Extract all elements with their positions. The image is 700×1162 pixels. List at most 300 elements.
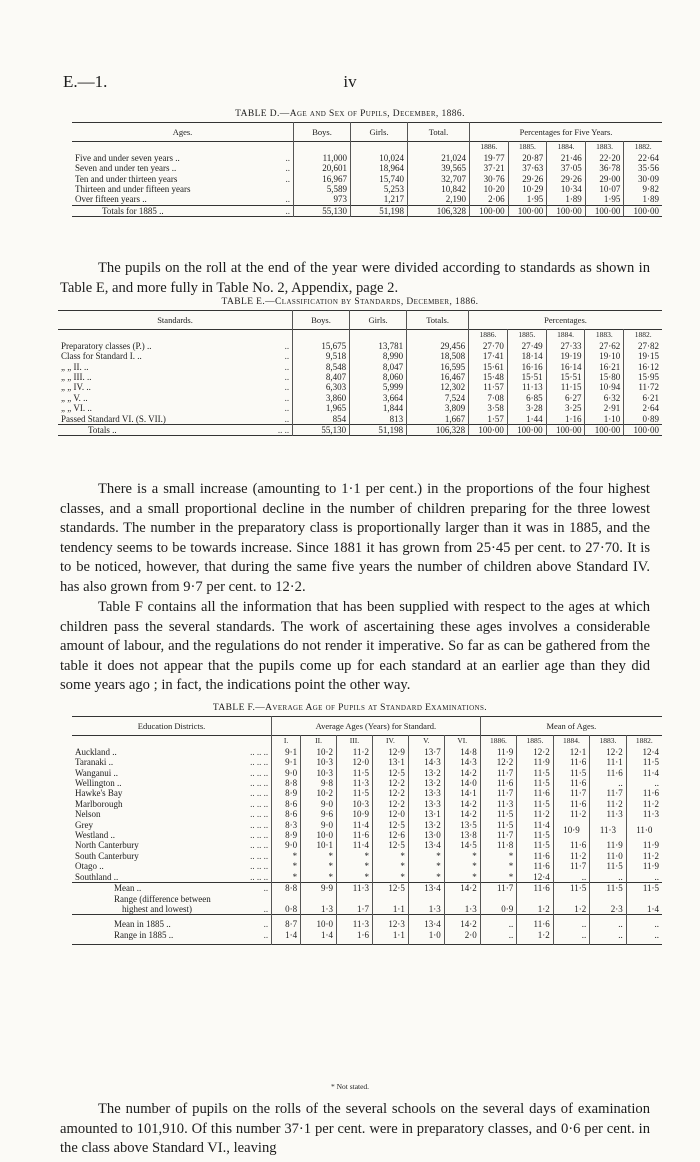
percentage-value: 17·41 bbox=[469, 351, 508, 361]
mean-age-value: 12·4 bbox=[517, 872, 554, 883]
stat-value: 1·0 bbox=[408, 930, 444, 945]
girls-value: 3,664 bbox=[350, 393, 407, 403]
percentage-value: 27·70 bbox=[469, 341, 508, 351]
stat-label: Mean .. bbox=[114, 883, 142, 894]
avg-age-value: 14·2 bbox=[444, 768, 480, 778]
page-number: iv bbox=[343, 72, 357, 91]
district-name: South Canterbury bbox=[75, 850, 139, 861]
stat-value: 11·3 bbox=[337, 915, 373, 930]
row-dots: .. .. .. bbox=[250, 871, 269, 882]
year-label: 1886. bbox=[480, 736, 517, 747]
mean-age-value: 11·7 bbox=[553, 861, 590, 871]
row-label: Over fifteen years .. bbox=[75, 194, 147, 205]
stat-value: .. bbox=[480, 930, 517, 945]
avg-age-value: 12·5 bbox=[372, 820, 408, 830]
avg-age-value: 10·2 bbox=[301, 747, 337, 757]
row-dots: .. .. .. bbox=[250, 861, 269, 872]
col-boys: Boys. bbox=[293, 311, 350, 330]
percentage-value: 2·64 bbox=[624, 403, 662, 413]
percentage-value: 3·25 bbox=[546, 403, 585, 413]
mean-1885-row bbox=[72, 915, 662, 930]
total-value: 16,467 bbox=[407, 372, 469, 382]
district-row bbox=[72, 820, 662, 830]
avg-age-value: 12·2 bbox=[372, 799, 408, 809]
stat-value: .. bbox=[480, 915, 517, 930]
stat-value: 11·5 bbox=[590, 883, 627, 894]
avg-age-value: * bbox=[337, 861, 373, 871]
percentage-value: 29·26 bbox=[508, 174, 547, 184]
row-dots: .. .. .. bbox=[250, 850, 269, 861]
percentage-value: 19·19 bbox=[546, 351, 585, 361]
avg-age-value: * bbox=[337, 851, 373, 861]
mean-age-value: 11·6 bbox=[590, 768, 627, 778]
district-row bbox=[72, 872, 662, 883]
mean-age-value: 11·5 bbox=[517, 768, 554, 778]
row-dots: .. .. .. bbox=[250, 767, 269, 778]
blank-cell bbox=[260, 330, 292, 341]
mean-age-value: * bbox=[480, 861, 517, 871]
standard-label: I. bbox=[272, 736, 301, 747]
stat-value: .. bbox=[590, 915, 627, 930]
stat-value: 10·0 bbox=[301, 915, 337, 930]
col-percentages: Percentages for Five Years. bbox=[470, 123, 662, 142]
avg-age-value: 9·8 bbox=[301, 778, 337, 788]
avg-age-value: 14·2 bbox=[444, 799, 480, 809]
year-label: 1885. bbox=[517, 736, 554, 747]
mean-age-value: .. bbox=[626, 778, 662, 788]
district-name: Otago .. bbox=[75, 861, 104, 872]
row-label: Five and under seven years .. bbox=[75, 152, 180, 163]
percentage-value: 15·80 bbox=[585, 372, 624, 382]
percentage-value: 16·14 bbox=[546, 362, 585, 372]
avg-age-value: 12·5 bbox=[372, 768, 408, 778]
range-1885-row bbox=[72, 930, 662, 945]
district-row bbox=[72, 778, 662, 788]
blank-cell bbox=[407, 330, 469, 341]
stat-value: 1·3 bbox=[301, 894, 337, 915]
percentage-value: 27·49 bbox=[507, 341, 546, 351]
avg-age-value: 11·2 bbox=[337, 747, 373, 757]
row-dots: .. bbox=[263, 883, 269, 894]
row-dots bbox=[275, 184, 293, 194]
avg-age-value: * bbox=[372, 861, 408, 871]
mean-age-value: .. bbox=[626, 872, 662, 883]
table-d bbox=[72, 122, 662, 217]
row-dots: .. .. bbox=[277, 425, 290, 436]
percentage-total: 100·00 bbox=[585, 425, 624, 436]
mean-age-value: .. bbox=[590, 872, 627, 883]
row-dots: .. .. .. bbox=[250, 778, 269, 789]
row-dots: .. bbox=[284, 392, 290, 403]
year-header-row bbox=[58, 330, 662, 341]
mean-age-value: 11·9 bbox=[626, 840, 662, 850]
percentage-value: 10·29 bbox=[508, 184, 547, 194]
year-label: 1885. bbox=[507, 330, 546, 341]
percentage-total: 100·00 bbox=[469, 425, 508, 436]
mean-age-merged: 10·9 bbox=[553, 820, 590, 841]
mean-age-value: 11·5 bbox=[480, 820, 517, 830]
row-label: Ten and under thirteen years bbox=[75, 173, 178, 184]
percentage-value: 10·34 bbox=[547, 184, 586, 194]
stat-value: 2·3 bbox=[590, 894, 627, 915]
stat-value: .. bbox=[590, 930, 627, 945]
avg-age-value: 10·9 bbox=[337, 809, 373, 819]
avg-age-value: 14·3 bbox=[408, 757, 444, 767]
mean-age-value: 11·2 bbox=[553, 809, 590, 819]
stat-label: Range in 1885 .. bbox=[114, 929, 174, 940]
total-value: 12,302 bbox=[407, 382, 469, 392]
mean-row bbox=[72, 883, 662, 894]
boys-value: 5,589 bbox=[294, 184, 351, 194]
year-label: 1883. bbox=[585, 330, 624, 341]
col-mean-of-ages: Mean of Ages. bbox=[480, 717, 662, 736]
row-dots: .. bbox=[285, 194, 291, 205]
percentage-value: 6·32 bbox=[585, 393, 624, 403]
mean-age-value: 11·5 bbox=[553, 768, 590, 778]
district-name: Auckland .. bbox=[75, 746, 117, 757]
district-name: Hawke's Bay bbox=[75, 788, 123, 799]
avg-age-value: 14·0 bbox=[444, 778, 480, 788]
stat-value: 12·5 bbox=[372, 883, 408, 894]
percentage-value: 15·51 bbox=[507, 372, 546, 382]
table-row bbox=[72, 194, 662, 205]
mean-age-value: 11·7 bbox=[480, 768, 517, 778]
girls-value: 5,253 bbox=[351, 184, 408, 194]
district-name: Westland .. bbox=[75, 830, 116, 841]
mean-age-value: 11·2 bbox=[590, 799, 627, 809]
avg-age-value: 9·0 bbox=[301, 820, 337, 830]
district-name: Taranaki .. bbox=[75, 757, 114, 768]
district-name: Nelson bbox=[75, 809, 101, 820]
district-name: North Canterbury bbox=[75, 840, 139, 851]
percentage-value: 15·95 bbox=[624, 372, 662, 382]
year-label: 1882. bbox=[626, 736, 662, 747]
totals-row bbox=[72, 205, 662, 216]
girls-value: 15,740 bbox=[351, 174, 408, 184]
boys-value: 11,000 bbox=[294, 153, 351, 163]
total-value: 3,809 bbox=[407, 403, 469, 413]
row-label: „ „ V. .. bbox=[61, 392, 88, 403]
mean-age-value: 12·4 bbox=[626, 747, 662, 757]
percentage-value: 37·21 bbox=[470, 163, 509, 173]
avg-age-value: 9·0 bbox=[272, 840, 301, 850]
year-label: 1886. bbox=[469, 330, 508, 341]
blank-cell bbox=[228, 736, 272, 747]
avg-age-value: 13·2 bbox=[408, 768, 444, 778]
percentage-total: 100·00 bbox=[508, 205, 547, 216]
mean-age-value: 11·5 bbox=[517, 799, 554, 809]
district-row bbox=[72, 851, 662, 861]
row-dots: .. .. .. bbox=[250, 798, 269, 809]
avg-age-value: 13·5 bbox=[444, 820, 480, 830]
total-value: 39,565 bbox=[408, 163, 470, 173]
row-dots: .. .. .. bbox=[250, 788, 269, 799]
col-ages: Ages. bbox=[172, 127, 193, 137]
blank-cell bbox=[293, 330, 350, 341]
percentage-value: 36·78 bbox=[585, 163, 624, 173]
mean-age-value: 11·6 bbox=[517, 851, 554, 861]
col-totals: Totals. bbox=[407, 311, 469, 330]
district-name: Wanganui .. bbox=[75, 767, 119, 778]
stat-label: Mean in 1885 .. bbox=[114, 919, 171, 930]
mean-age-value: 11·7 bbox=[480, 788, 517, 798]
table-row bbox=[72, 163, 662, 173]
mean-age-merged: 11·3 bbox=[590, 820, 627, 841]
stat-value: 13·4 bbox=[408, 915, 444, 930]
blank-cell bbox=[350, 330, 407, 341]
range-label-line1: Range (difference between bbox=[114, 893, 211, 904]
stat-value: 11·3 bbox=[337, 883, 373, 894]
stat-value: 8·7 bbox=[272, 915, 301, 930]
mean-age-value: 11·9 bbox=[626, 861, 662, 871]
stat-value: 0·9 bbox=[480, 894, 517, 915]
percentage-value: 37·05 bbox=[547, 163, 586, 173]
girls-value: 13,781 bbox=[350, 341, 407, 351]
percentage-value: 19·15 bbox=[624, 351, 662, 361]
row-dots: .. .. .. bbox=[250, 757, 269, 768]
mean-age-value: 11·3 bbox=[590, 809, 627, 819]
table-row bbox=[72, 153, 662, 163]
standard-label: VI. bbox=[444, 736, 480, 747]
district-row bbox=[72, 861, 662, 871]
percentage-value: 1·95 bbox=[508, 194, 547, 205]
boys-value: 854 bbox=[293, 414, 350, 425]
row-label: „ „ II. .. bbox=[61, 361, 89, 372]
avg-age-value: * bbox=[372, 872, 408, 883]
total-value: 7,524 bbox=[407, 393, 469, 403]
stat-value: 1·7 bbox=[337, 894, 373, 915]
boys-value: 8,548 bbox=[293, 362, 350, 372]
mean-age-value: 11·9 bbox=[590, 840, 627, 850]
avg-age-value: 9·1 bbox=[272, 757, 301, 767]
stat-value: 8·8 bbox=[272, 883, 301, 894]
grand-total: 106,328 bbox=[408, 205, 470, 216]
table-row bbox=[58, 414, 662, 425]
avg-age-value: 9·0 bbox=[301, 799, 337, 809]
avg-age-value: * bbox=[301, 851, 337, 861]
standard-label: II. bbox=[301, 736, 337, 747]
row-dots: .. bbox=[284, 361, 290, 372]
avg-age-value: * bbox=[301, 872, 337, 883]
girls-value: 813 bbox=[350, 414, 407, 425]
girls-total: 51,198 bbox=[351, 205, 408, 216]
boys-value: 15,675 bbox=[293, 341, 350, 351]
boys-value: 9,518 bbox=[293, 351, 350, 361]
mean-age-value: 11·7 bbox=[480, 830, 517, 840]
percentage-value: 18·14 bbox=[507, 351, 546, 361]
mean-age-value: 11·6 bbox=[553, 757, 590, 767]
stat-value: 1·1 bbox=[372, 930, 408, 945]
row-dots: .. bbox=[284, 340, 290, 351]
avg-age-value: * bbox=[301, 861, 337, 871]
total-value: 32,707 bbox=[408, 174, 470, 184]
avg-age-value: 10·0 bbox=[301, 830, 337, 840]
page-header-code: E.—1. bbox=[63, 72, 108, 91]
mean-age-value: 11·1 bbox=[590, 757, 627, 767]
stat-value: 0·8 bbox=[272, 894, 301, 915]
table-f-caption: TABLE F.—Average Age of Pupils at Standard Examinations. bbox=[212, 703, 488, 713]
row-dots: .. bbox=[285, 173, 291, 184]
avg-age-value: * bbox=[272, 861, 301, 871]
totals-label: Totals for 1885 .. bbox=[102, 205, 164, 216]
row-dots: .. bbox=[284, 382, 290, 393]
standard-label: IV. bbox=[372, 736, 408, 747]
district-name: Southland .. bbox=[75, 871, 119, 882]
percentage-value: 35·56 bbox=[624, 163, 662, 173]
avg-age-value: 13·8 bbox=[444, 830, 480, 840]
row-dots: .. bbox=[263, 919, 269, 930]
percentage-value: 22·64 bbox=[624, 153, 662, 163]
mean-age-value: 11·3 bbox=[480, 799, 517, 809]
mean-age-value: 12·2 bbox=[480, 757, 517, 767]
avg-age-value: 8·9 bbox=[272, 788, 301, 798]
avg-age-value: 11·6 bbox=[337, 830, 373, 840]
mean-age-value: 11·2 bbox=[517, 809, 554, 819]
mean-age-value: 11·2 bbox=[553, 851, 590, 861]
avg-age-value: 8·6 bbox=[272, 799, 301, 809]
col-percentages: Percentages. bbox=[469, 311, 662, 330]
total-value: 21,024 bbox=[408, 153, 470, 163]
district-name: Marlborough bbox=[75, 798, 123, 809]
stat-value: 9·9 bbox=[301, 883, 337, 894]
row-dots: .. .. .. bbox=[250, 809, 269, 820]
row-label: „ „ III. .. bbox=[61, 372, 92, 383]
row-dots: .. bbox=[284, 403, 290, 414]
row-dots: .. .. .. bbox=[250, 830, 269, 841]
boys-value: 3,860 bbox=[293, 393, 350, 403]
subheader-row bbox=[72, 736, 662, 747]
percentage-value: 11·72 bbox=[624, 382, 662, 392]
paragraph-3: Table F contains all the information that has been supplied with respect to the ages at which children pass the several standards. The work of ascertaining these ages involves a considerable amount of labour, and the regulations do not render it imperative. So far as can be gathered from the table it does not appear that the pupils come up for each standard at an earlier age than they did some years ago ; in fact, the indications point the other way. bbox=[60, 599, 650, 694]
stat-value: .. bbox=[553, 915, 590, 930]
percentage-value: 2·91 bbox=[585, 403, 624, 413]
totals-label: Totals .. bbox=[88, 425, 117, 436]
table-row bbox=[58, 362, 662, 372]
percentage-total: 100·00 bbox=[546, 425, 585, 436]
total-value: 1,667 bbox=[407, 414, 469, 425]
percentage-total: 100·00 bbox=[507, 425, 546, 436]
blank-cell bbox=[58, 330, 260, 341]
avg-age-value: 11·5 bbox=[337, 768, 373, 778]
percentage-value: 1·44 bbox=[507, 414, 546, 425]
stat-value: .. bbox=[626, 915, 662, 930]
percentage-value: 9·82 bbox=[624, 184, 662, 194]
avg-age-value: 13·7 bbox=[408, 747, 444, 757]
avg-age-value: 10·1 bbox=[301, 840, 337, 850]
avg-age-value: 10·3 bbox=[301, 757, 337, 767]
table-row bbox=[58, 372, 662, 382]
avg-age-value: 9·0 bbox=[272, 768, 301, 778]
mean-age-value: 11·6 bbox=[553, 799, 590, 809]
blank-cell bbox=[351, 142, 408, 153]
avg-age-value: * bbox=[444, 861, 480, 871]
total-value: 2,190 bbox=[408, 194, 470, 205]
col-girls: Girls. bbox=[350, 311, 407, 330]
mean-age-value: 11·2 bbox=[626, 851, 662, 861]
row-label: Seven and under ten years .. bbox=[75, 163, 177, 174]
avg-age-value: 10·2 bbox=[301, 788, 337, 798]
percentage-value: 15·51 bbox=[546, 372, 585, 382]
boys-value: 8,407 bbox=[293, 372, 350, 382]
blank-cell bbox=[408, 142, 470, 153]
girls-value: 10,024 bbox=[351, 153, 408, 163]
mean-age-value: 11·6 bbox=[626, 788, 662, 798]
mean-age-value: 11·5 bbox=[480, 809, 517, 819]
percentage-value: 15·48 bbox=[469, 372, 508, 382]
percentage-value: 11·13 bbox=[507, 382, 546, 392]
table-row bbox=[58, 393, 662, 403]
mean-age-value: 11·5 bbox=[517, 830, 554, 840]
avg-age-value: 12·9 bbox=[372, 747, 408, 757]
mean-age-value: 12·2 bbox=[517, 747, 554, 757]
avg-age-value: * bbox=[408, 861, 444, 871]
col-girls: Girls. bbox=[351, 123, 408, 142]
row-dots: .. bbox=[263, 929, 269, 940]
row-dots: .. bbox=[284, 351, 290, 362]
percentage-value: 2·06 bbox=[470, 194, 509, 205]
table-row bbox=[58, 403, 662, 413]
stat-value: 2·0 bbox=[444, 930, 480, 945]
paragraph-2: There is a small increase (amounting to 1·1 per cent.) in the proportions of the four highest classes, and a small proportional decline in the number of children preparing for the three lowest standards. The number in the preparatory class is proportionally larger than it was in 1885, and the tendency seems to be towards increase. Since 1881 it has grown from 25·45 per cent. to 27·70. It is to be noticed, however, that during the same five years the number of children above Standard IV. has also grown from 9·7 per cent. to 12·2. bbox=[60, 481, 650, 595]
mean-age-value: .. bbox=[590, 778, 627, 788]
percentage-value: 16·12 bbox=[624, 362, 662, 372]
percentage-total: 100·00 bbox=[624, 425, 662, 436]
stat-value: 11·6 bbox=[517, 883, 554, 894]
avg-age-value: 13·4 bbox=[408, 840, 444, 850]
stat-value: 1·2 bbox=[517, 894, 554, 915]
table-e-caption: TABLE E.—Classification by Standards, December, 1886. bbox=[221, 297, 479, 307]
year-label: 1885. bbox=[508, 142, 547, 153]
table-d-caption: TABLE D.—Age and Sex of Pupils, December, 1886. bbox=[235, 109, 465, 119]
girls-value: 1,217 bbox=[351, 194, 408, 205]
percentage-total: 100·00 bbox=[585, 205, 624, 216]
year-label: 1883. bbox=[590, 736, 627, 747]
stat-value: 11·5 bbox=[553, 883, 590, 894]
grand-total: 106,328 bbox=[407, 425, 469, 436]
row-dots: .. .. .. bbox=[250, 746, 269, 757]
mean-age-value: 11·6 bbox=[517, 861, 554, 871]
mean-age-merged: 11·0 bbox=[626, 820, 662, 841]
percentage-value: 27·82 bbox=[624, 341, 662, 351]
stat-value: 1·4 bbox=[301, 930, 337, 945]
boys-total: 55,130 bbox=[293, 425, 350, 436]
range-row bbox=[72, 894, 662, 915]
stat-value: 1·3 bbox=[444, 894, 480, 915]
mean-age-value: 11·6 bbox=[553, 778, 590, 788]
percentage-value: 37·63 bbox=[508, 163, 547, 173]
row-dots: .. .. .. bbox=[250, 819, 269, 830]
percentage-value: 3·28 bbox=[507, 403, 546, 413]
mean-age-value: 11·4 bbox=[626, 768, 662, 778]
percentage-total: 100·00 bbox=[547, 205, 586, 216]
boys-value: 20,601 bbox=[294, 163, 351, 173]
avg-age-value: 12·6 bbox=[372, 830, 408, 840]
girls-value: 8,060 bbox=[350, 372, 407, 382]
avg-age-value: 11·4 bbox=[337, 820, 373, 830]
avg-age-value: * bbox=[272, 872, 301, 883]
mean-age-value: 11·6 bbox=[553, 840, 590, 850]
table-f bbox=[72, 716, 662, 945]
mean-age-value: 11·3 bbox=[626, 809, 662, 819]
avg-age-value: 8·9 bbox=[272, 830, 301, 840]
row-dots: .. bbox=[284, 372, 290, 383]
mean-age-value: * bbox=[480, 872, 517, 883]
col-districts: Education Districts. bbox=[137, 721, 206, 731]
percentage-total: 100·00 bbox=[624, 205, 662, 216]
col-total: Total. bbox=[408, 123, 470, 142]
total-value: 16,595 bbox=[407, 362, 469, 372]
year-label: 1884. bbox=[553, 736, 590, 747]
